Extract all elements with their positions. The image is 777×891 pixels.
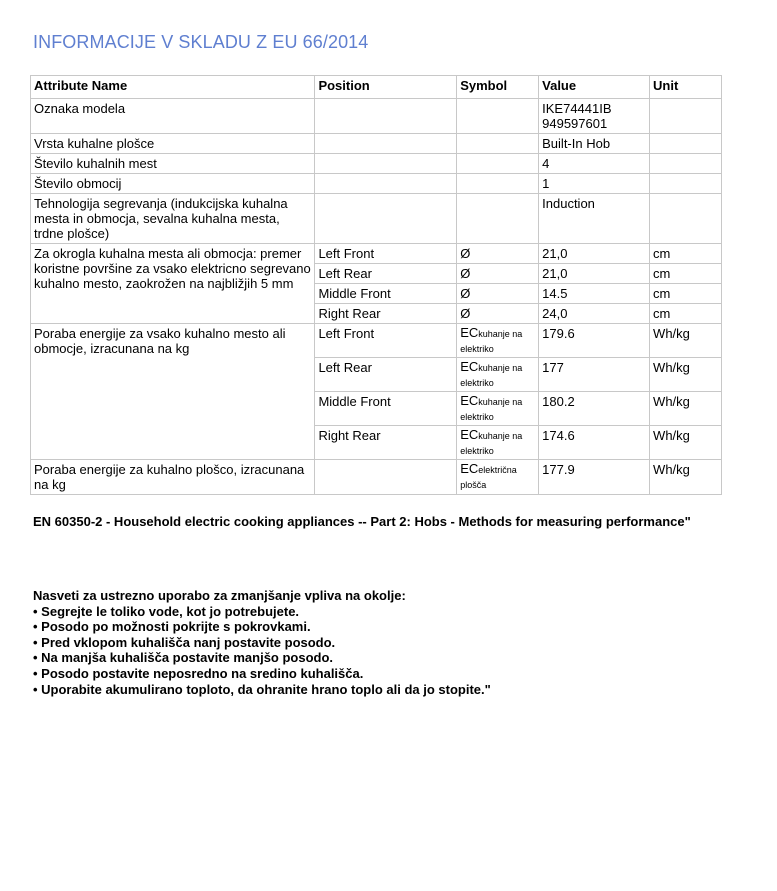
value-num-zones: 4	[539, 154, 650, 174]
advice-item: • Uporabite akumulirano toploto, da ohranite hrano toplo ali da jo stopite."	[33, 681, 491, 697]
value-cell: 24,0	[539, 304, 650, 324]
cell-empty	[457, 154, 539, 174]
attr-num-zones: Število kuhalnih mest	[31, 154, 315, 174]
value-cell: 174.6	[539, 426, 650, 460]
table-row	[31, 194, 722, 244]
symbol-subscript: kuhanje na	[478, 397, 523, 407]
cell-empty	[315, 174, 457, 194]
value-cell: 21,0	[539, 264, 650, 284]
cell-empty	[457, 99, 539, 134]
cell-empty	[457, 194, 539, 244]
symbol-subscript: kuhanje na	[478, 431, 523, 441]
table-header-row	[31, 76, 722, 99]
table-row	[31, 244, 722, 264]
symbol-main: EC	[460, 461, 479, 476]
model-number: IKE74441IB	[542, 101, 612, 116]
energy-symbol	[457, 392, 539, 426]
attr-num-areas: Število obmocij	[31, 174, 315, 194]
table-row	[31, 154, 722, 174]
energy-symbol	[457, 358, 539, 392]
advice-item: • Pred vklopom kuhališča nanj postavite posodo.	[33, 634, 336, 650]
position-cell: Right Rear	[315, 426, 457, 460]
attr-diameter: Za okrogla kuhalna mesta ali obmocja: premer koristne površine za vsako elektricno segrevano kuhalno mesto, zaokrožen na najbližjih 5 mm	[31, 244, 315, 324]
energy-symbol	[457, 460, 539, 495]
cell-empty	[315, 134, 457, 154]
advice-item: • Segrejte le toliko vode, kot jo potrebujete.	[33, 603, 300, 619]
diameter-symbol: Ø	[457, 284, 539, 304]
value-cell: 177.9	[539, 460, 650, 495]
symbol-subscript: kuhanje na	[478, 363, 523, 373]
cell-empty	[650, 174, 722, 194]
value-cell: 21,0	[539, 244, 650, 264]
energy-info-table	[30, 75, 722, 495]
table-row	[31, 460, 722, 495]
value-cell: 14.5	[539, 284, 650, 304]
page-title: INFORMACIJE V SKLADU Z EU 66/2014	[33, 32, 369, 52]
unit-cell: cm	[650, 264, 722, 284]
position-cell: Left Rear	[315, 358, 457, 392]
standard-reference: EN 60350-2 - Household electric cooking appliances -- Part 2: Hobs - Methods for measuring performance"	[33, 514, 691, 529]
diameter-symbol: Ø	[457, 264, 539, 284]
product-number: 949597601	[542, 116, 608, 131]
symbol-main: EC	[460, 325, 479, 340]
cell-empty	[650, 99, 722, 134]
value-cell: 179.6	[539, 324, 650, 358]
symbol-subscript: elektriko	[460, 344, 494, 354]
symbol-main: EC	[460, 393, 479, 408]
cell-empty	[457, 134, 539, 154]
value-cell: 177	[539, 358, 650, 392]
symbol-subscript: elektriko	[460, 412, 494, 422]
symbol-subscript: kuhanje na	[478, 329, 523, 339]
value-hob-type: Built-In Hob	[539, 134, 650, 154]
attr-technology: Tehnologija segrevanja (indukcijska kuhalna mesta in obmocja, sevalna kuhalna mesta, trdne plošce)	[31, 194, 315, 244]
energy-symbol	[457, 426, 539, 460]
symbol-main: EC	[460, 359, 479, 374]
table-row	[31, 324, 722, 358]
symbol-subscript: elektriko	[460, 378, 494, 388]
advice-heading: Nasveti za ustrezno uporabo za zmanjšanje vpliva na okolje:	[33, 588, 406, 603]
unit-cell: Wh/kg	[650, 392, 722, 426]
symbol-main: EC	[460, 427, 479, 442]
cell-empty	[315, 154, 457, 174]
header-position: Position	[315, 76, 457, 99]
unit-cell: Wh/kg	[650, 358, 722, 392]
value-cell: 180.2	[539, 392, 650, 426]
header-value: Value	[539, 76, 650, 99]
cell-empty	[650, 154, 722, 174]
table-row	[31, 99, 722, 134]
advice-section	[33, 588, 491, 697]
advice-item: • Na manjša kuhališča postavite manjšo posodo.	[33, 650, 334, 666]
attr-energy-total: Poraba energije za kuhalno plošco, izracunana na kg	[31, 460, 315, 495]
header-symbol: Symbol	[457, 76, 539, 99]
attr-energy-per-zone: Poraba energije za vsako kuhalno mesto ali obmocje, izracunana na kg	[31, 324, 315, 460]
unit-cell: cm	[650, 304, 722, 324]
cell-empty	[315, 194, 457, 244]
cell-empty	[650, 134, 722, 154]
position-cell: Left Rear	[315, 264, 457, 284]
value-technology: Induction	[539, 194, 650, 244]
diameter-symbol: Ø	[457, 244, 539, 264]
table-row	[31, 134, 722, 154]
position-cell: Left Front	[315, 324, 457, 358]
advice-item: • Posodo po možnosti pokrijte s pokrovkami.	[33, 619, 311, 635]
header-attribute-name: Attribute Name	[31, 76, 315, 99]
cell-empty	[315, 99, 457, 134]
header-unit: Unit	[650, 76, 722, 99]
cell-empty	[650, 194, 722, 244]
cell-empty	[457, 174, 539, 194]
value-num-areas: 1	[539, 174, 650, 194]
cell-empty	[315, 460, 457, 495]
symbol-subscript: električna	[478, 465, 517, 475]
position-cell: Middle Front	[315, 392, 457, 426]
diameter-symbol: Ø	[457, 304, 539, 324]
symbol-subscript: elektriko	[460, 446, 494, 456]
value-model	[539, 99, 650, 134]
unit-cell: Wh/kg	[650, 460, 722, 495]
unit-cell: Wh/kg	[650, 324, 722, 358]
advice-item: • Posodo postavite neposredno na sredino kuhališča.	[33, 665, 364, 681]
unit-cell: Wh/kg	[650, 426, 722, 460]
unit-cell: cm	[650, 284, 722, 304]
energy-symbol	[457, 324, 539, 358]
symbol-subscript: plošča	[460, 480, 487, 490]
position-cell: Right Rear	[315, 304, 457, 324]
attr-hob-type: Vrsta kuhalne plošce	[31, 134, 315, 154]
position-cell: Left Front	[315, 244, 457, 264]
unit-cell: cm	[650, 244, 722, 264]
position-cell: Middle Front	[315, 284, 457, 304]
attr-model: Oznaka modela	[31, 99, 315, 134]
table-row	[31, 174, 722, 194]
